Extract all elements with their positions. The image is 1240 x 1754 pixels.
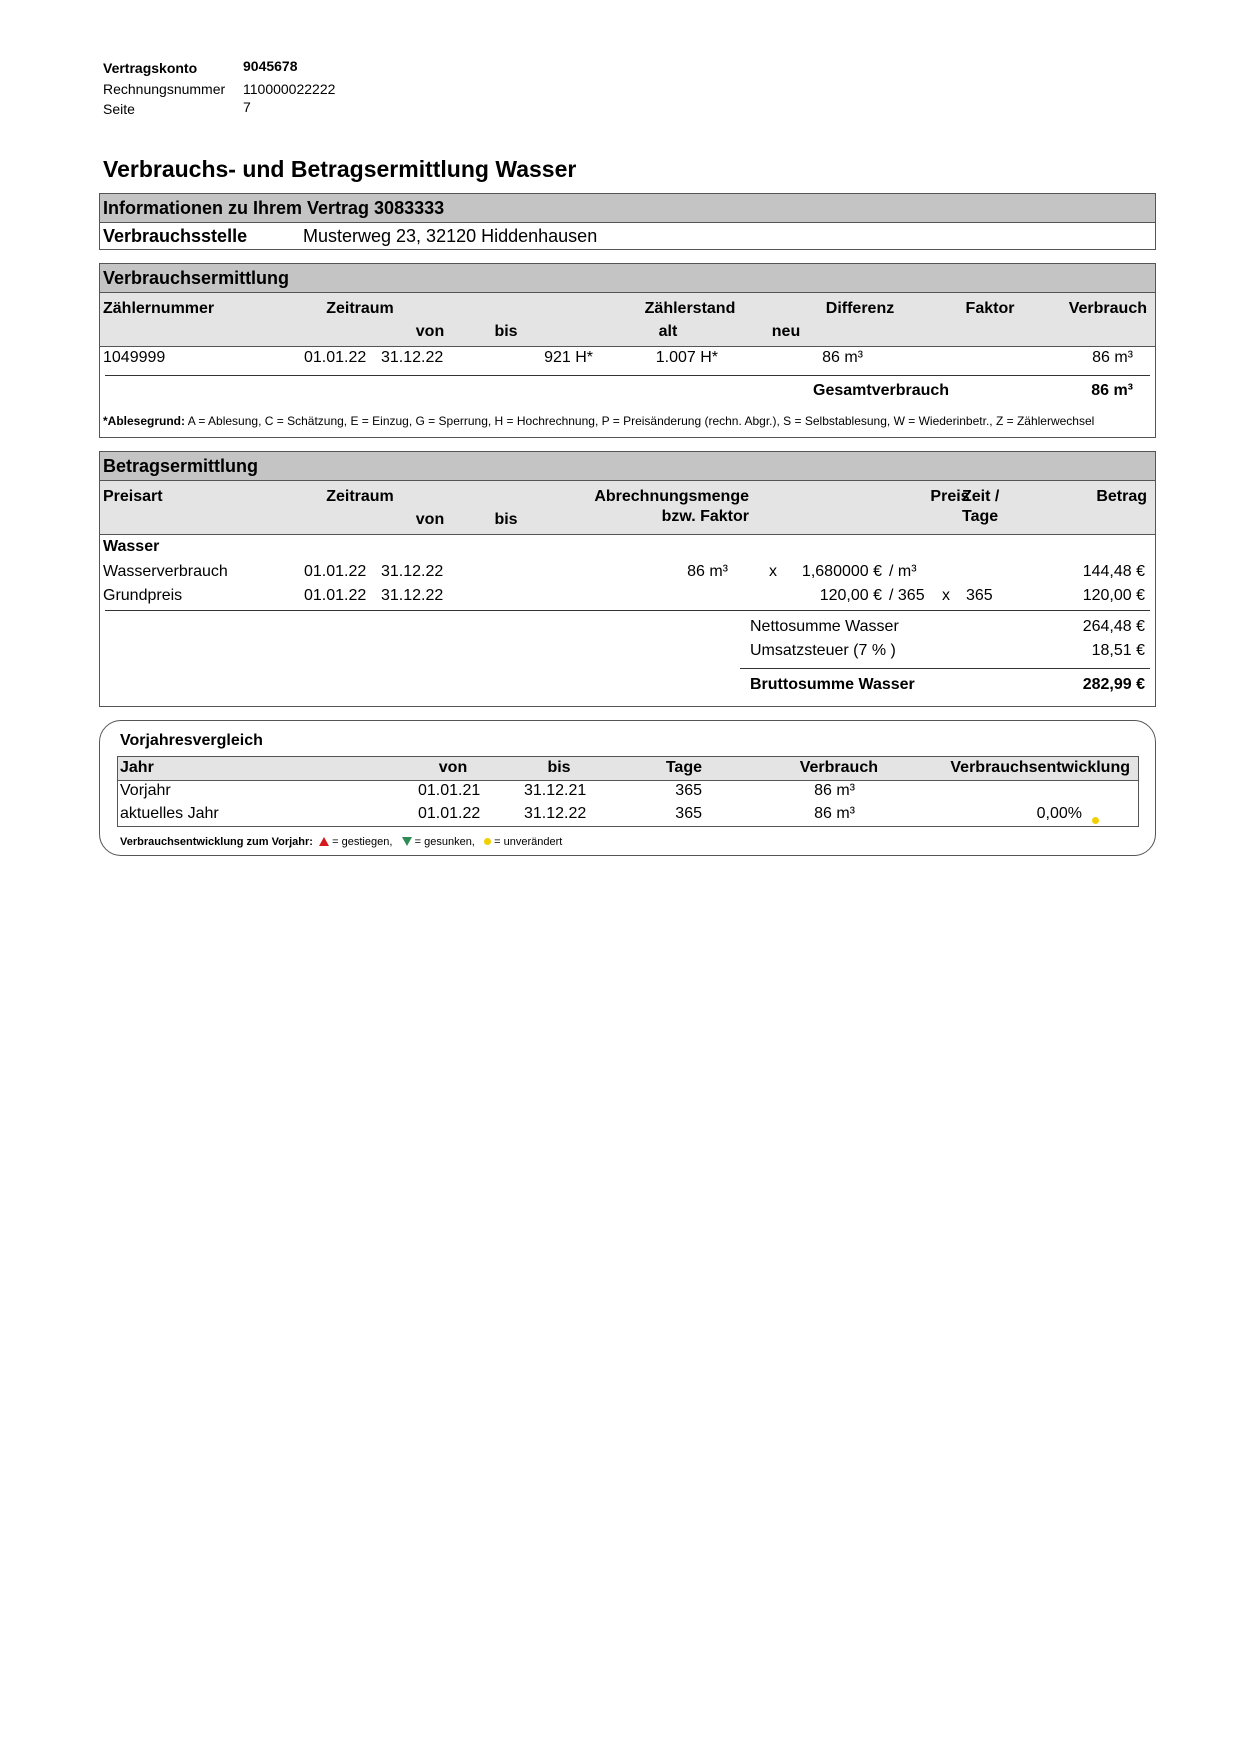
col-zeitraum: Zeitraum — [326, 488, 394, 505]
footnote-text: A = Ablesung, C = Schätzung, E = Einzug, G = Sperrung, H = Hochrechnung, P = Preisänderung (rechn. Abgr.), S = Selbstablesung, W = Wiederinbetr., Z = Zählerwechsel — [185, 414, 1095, 428]
rechnungsnummer-label: Rechnungsnummer — [103, 81, 226, 97]
zaehler-value: 1049999 — [103, 349, 166, 366]
col-verbrauch: Verbrauch — [1068, 300, 1147, 317]
row-verbrauch: 86 m³ — [814, 805, 855, 822]
legend-same: = unverändert — [494, 836, 563, 848]
nettosumme-label: Nettosumme Wasser — [750, 618, 899, 635]
row-label: Wasserverbrauch — [103, 563, 228, 580]
row-bis: 31.12.22 — [381, 587, 444, 604]
footnote-label: *Ablesegrund: — [103, 414, 186, 428]
legend-label: Verbrauchsentwicklung zum Vorjahr: — [120, 836, 313, 848]
col-bis: bis — [547, 759, 571, 776]
vertragskonto-value: 9045678 — [243, 58, 298, 74]
row-betrag: 120,00 € — [1082, 587, 1145, 604]
col-faktor: Faktor — [965, 300, 1015, 317]
col-abrechnungsmenge: Abrechnungsmenge — [594, 488, 749, 505]
vertrag-box — [99, 193, 1156, 250]
row-tage: 365 — [675, 805, 702, 822]
row-unit: / 365 — [889, 587, 925, 604]
vertragskonto-label: Vertragskonto — [103, 60, 198, 76]
col-von: von — [415, 323, 445, 340]
row-verbrauch: 86 m³ — [814, 782, 855, 799]
verbrauchsstelle-value: Musterweg 23, 32120 Hiddenhausen — [303, 226, 598, 246]
verbrauchsstelle-label: Verbrauchsstelle — [103, 226, 248, 246]
col-bis: bis — [494, 511, 518, 528]
col-neu: neu — [771, 323, 801, 340]
verbrauch-column-header — [100, 293, 1155, 347]
zaehlerstand-neu: 1.007 H* — [655, 349, 718, 366]
col-von: von — [438, 759, 468, 776]
row-bis: 31.12.22 — [524, 805, 587, 822]
row-tage: 365 — [966, 587, 993, 604]
divider — [740, 668, 1150, 669]
col-preisart: Preisart — [103, 488, 163, 505]
page-title: Verbrauchs- und Betragsermittlung Wasser — [103, 156, 577, 182]
verbrauch-box — [99, 263, 1156, 438]
section-wasser: Wasser — [103, 538, 160, 555]
verbrauch-value: 86 m³ — [1092, 349, 1133, 366]
betrag-heading: Betragsermittlung — [100, 452, 1155, 481]
col-tage: Tage — [962, 508, 999, 525]
col-jahr: Jahr — [120, 759, 154, 776]
row-jahr: Vorjahr — [120, 782, 171, 799]
vorjahr-heading: Vorjahresvergleich — [120, 732, 263, 749]
unchanged-dot-icon — [1092, 811, 1099, 829]
col-preis: Preis — [930, 488, 970, 505]
col-differenz: Differenz — [825, 300, 895, 317]
divider — [105, 375, 1150, 376]
row-preis: 120,00 € — [819, 587, 882, 604]
vorjahr-table — [117, 756, 1139, 827]
col-tage: Tage — [665, 759, 702, 776]
divider — [105, 610, 1150, 611]
col-von: von — [415, 511, 445, 528]
col-bis: bis — [494, 323, 518, 340]
col-faktor: bzw. Faktor — [661, 508, 749, 525]
row-preis: 1,680000 € — [801, 563, 882, 580]
row-betrag: 144,48 € — [1082, 563, 1145, 580]
col-zeit: Zeit / — [962, 488, 1000, 505]
col-betrag: Betrag — [1096, 488, 1147, 505]
row-von: 01.01.21 — [418, 782, 481, 799]
vertrag-heading: Informationen zu Ihrem Vertrag 3083333 — [100, 194, 1155, 223]
row-unit: / m³ — [889, 563, 917, 580]
ablesegrund-footnote — [103, 414, 1094, 428]
nettosumme-value: 264,48 € — [1082, 618, 1145, 635]
legend — [120, 836, 562, 848]
col-verbrauchsentwicklung: Verbrauchsentwicklung — [950, 759, 1130, 776]
umsatzsteuer-value: 18,51 € — [1091, 642, 1145, 659]
seite-value: 7 — [243, 99, 251, 115]
bruttosumme-value: 282,99 € — [1082, 676, 1145, 693]
col-zaehlerstand: Zählerstand — [644, 300, 736, 317]
row-von: 01.01.22 — [304, 563, 367, 580]
betrag-box — [99, 451, 1156, 707]
row-x: x — [769, 563, 777, 580]
legend-up: = gestiegen, — [332, 836, 393, 848]
rechnungsnummer-value: 110000022222 — [243, 81, 336, 97]
verbrauch-heading: Verbrauchsermittlung — [100, 264, 1155, 293]
row-von: 01.01.22 — [418, 805, 481, 822]
row-menge: 86 m³ — [687, 563, 728, 580]
row-bis: 31.12.22 — [381, 563, 444, 580]
col-alt: alt — [658, 323, 678, 340]
up-triangle-icon — [319, 837, 329, 846]
differenz-value: 86 m³ — [822, 349, 863, 366]
gesamtverbrauch-value: 86 m³ — [1091, 382, 1133, 399]
col-zaehlernummer: Zählernummer — [103, 300, 215, 317]
gesamtverbrauch-label: Gesamtverbrauch — [813, 382, 950, 399]
vorjahr-column-header — [118, 757, 1138, 781]
col-zeitraum: Zeitraum — [326, 300, 394, 317]
legend-down: = gesunken, — [414, 836, 475, 848]
verbrauch-bis: 31.12.22 — [381, 349, 444, 366]
row-tage: 365 — [675, 782, 702, 799]
row-x: x — [942, 587, 950, 604]
row-label: Grundpreis — [103, 587, 183, 604]
verbrauch-von: 01.01.22 — [304, 349, 367, 366]
bruttosumme-label: Bruttosumme Wasser — [750, 676, 915, 693]
row-von: 01.01.22 — [304, 587, 367, 604]
umsatzsteuer-label: Umsatzsteuer (7 % ) — [750, 642, 896, 659]
row-entwicklung: 0,00% — [1036, 805, 1082, 822]
vorjahr-box — [99, 720, 1156, 856]
row-bis: 31.12.21 — [524, 782, 587, 799]
unchanged-dot-icon — [484, 838, 491, 845]
col-verbrauch: Verbrauch — [799, 759, 878, 776]
betrag-column-header — [100, 481, 1155, 535]
down-triangle-icon — [402, 837, 412, 846]
seite-label: Seite — [103, 101, 135, 117]
row-jahr: aktuelles Jahr — [120, 805, 219, 822]
zaehlerstand-alt: 921 H* — [544, 349, 593, 366]
